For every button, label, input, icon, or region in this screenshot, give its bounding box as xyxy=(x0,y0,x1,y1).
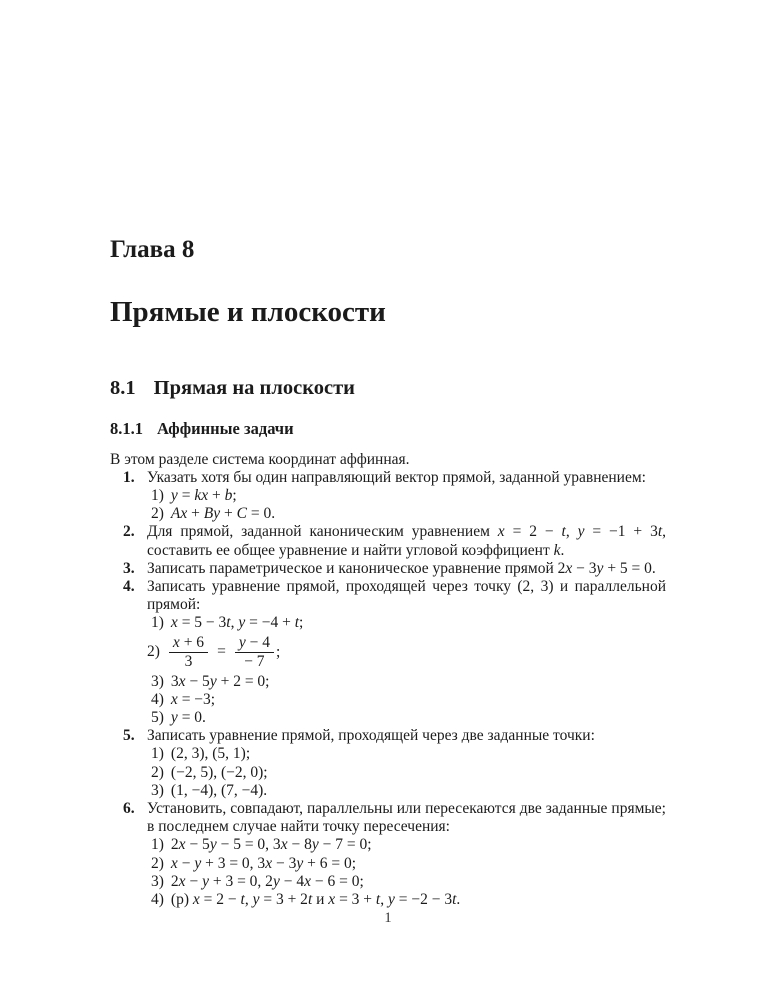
problem-text: Установить, совпадают, параллельны или пересекаются две заданные прямые; в последнем случае найти точку пересечения: xyxy=(147,800,666,836)
formula-tail: ; xyxy=(275,643,281,661)
problem-number: 5. xyxy=(123,727,135,745)
subitem-4-1 xyxy=(147,614,666,632)
subitem-formula: y = 0. xyxy=(170,709,206,727)
subitem-label: 3) xyxy=(151,781,164,799)
problem-number: 6. xyxy=(123,800,135,818)
fraction-left xyxy=(169,635,208,671)
problem-body xyxy=(147,800,666,909)
subitem-6-1 xyxy=(147,836,666,854)
page-content xyxy=(110,0,666,909)
problem-3 xyxy=(110,560,666,578)
subitem-formula: 3x − 5y + 2 = 0; xyxy=(170,672,270,690)
problem-number: 3. xyxy=(123,559,135,577)
equals-sign: = xyxy=(217,643,226,661)
subitem-label: 4) xyxy=(151,891,164,909)
subitem-label: 1) xyxy=(151,836,164,854)
problem-list xyxy=(110,469,666,909)
subitem-formula: (1, −4), (7, −4). xyxy=(170,781,268,799)
problem-6 xyxy=(110,800,666,909)
subsection-heading xyxy=(110,420,666,439)
fraction-denominator: 3 xyxy=(184,653,193,671)
subitem-formula: (−2, 5), (−2, 0); xyxy=(170,763,268,781)
subitem-label: 2) xyxy=(151,763,164,781)
subitem-formula: x = 5 − 3t, y = −4 + t; xyxy=(170,614,304,632)
subitem-label: 1) xyxy=(151,487,164,505)
subitem-label: 1) xyxy=(151,745,164,763)
subsection-title: Аффинные задачи xyxy=(157,418,294,438)
subitem-4-3 xyxy=(147,673,666,691)
subitem-5-1 xyxy=(147,745,666,763)
problem-body xyxy=(147,560,666,578)
subitem-label: 2) xyxy=(151,505,164,523)
problem-body xyxy=(147,469,666,524)
problem-body xyxy=(147,727,666,800)
subitem-1-2 xyxy=(147,505,666,523)
subitem-label: 2) xyxy=(151,854,164,872)
page-number: 1 xyxy=(384,910,392,926)
section-heading xyxy=(110,377,666,401)
subitem-1-1 xyxy=(147,487,666,505)
subsection-number: 8.1.1 xyxy=(110,418,143,438)
subitem-6-2 xyxy=(147,855,666,873)
problem-1 xyxy=(110,469,666,524)
subitem-label: 4) xyxy=(151,690,164,708)
subitem-label: 1) xyxy=(151,614,164,632)
subitem-formula: 2x − y + 3 = 0, 2y − 4x − 6 = 0; xyxy=(170,872,364,890)
subitem-5-2 xyxy=(147,764,666,782)
problem-body xyxy=(147,578,666,727)
subitem-4-2-fraction xyxy=(147,633,666,673)
fraction-denominator: − 7 xyxy=(244,653,265,671)
chapter-title: Прямые и плоскости xyxy=(110,295,386,328)
subitem-4-5 xyxy=(147,709,666,727)
subitem-formula: y = kx + b; xyxy=(170,487,237,505)
subitem-formula: x = −3; xyxy=(170,690,216,708)
subitem-formula: (2, 3), (5, 1); xyxy=(170,745,251,763)
problem-number: 2. xyxy=(123,523,135,541)
problem-body xyxy=(147,523,666,559)
problem-2 xyxy=(110,523,666,559)
subitem-label: 5) xyxy=(151,709,164,727)
subitem-formula: x − y + 3 = 0, 3x − 3y + 6 = 0; xyxy=(170,854,357,872)
problem-text: Указать хотя бы один направляющий вектор прямой, заданной уравнением: xyxy=(147,468,646,486)
problem-text: Для прямой, заданной каноническим уравнением x = 2 − t, y = −1 + 3t, составить ее общее уравнение и найти угловой коэффициент k. xyxy=(147,523,667,559)
fraction-right xyxy=(235,635,274,671)
subitem-6-4 xyxy=(147,891,666,909)
chapter-label: Глава 8 xyxy=(110,236,195,263)
problem-4 xyxy=(110,578,666,727)
problem-text: Записать уравнение прямой, проходящей через две заданные точки: xyxy=(147,727,595,745)
section-number: 8.1 xyxy=(110,377,136,400)
problem-5 xyxy=(110,727,666,800)
subitem-6-3 xyxy=(147,873,666,891)
subitem-formula: (р) x = 2 − t, y = 3 + 2t и x = 3 + t, y = −2 − 3t. xyxy=(170,891,461,909)
problem-number: 1. xyxy=(123,468,135,486)
problem-number: 4. xyxy=(123,578,135,596)
fraction-numerator: x + 6 xyxy=(169,635,208,654)
problem-text: Записать параметрическое и каноническое уравнение прямой 2x − 3y + 5 = 0. xyxy=(147,559,656,577)
problem-text: Записать уравнение прямой, проходящей через точку (2, 3) и параллельной прямой: xyxy=(147,578,666,614)
subitem-formula: Ax + By + C = 0. xyxy=(170,505,276,523)
subitem-5-3 xyxy=(147,782,666,800)
subitem-formula: 2x − 5y − 5 = 0, 3x − 8y − 7 = 0; xyxy=(170,836,372,854)
fraction-numerator: y − 4 xyxy=(235,635,274,654)
subitem-4-4 xyxy=(147,691,666,709)
subitem-label: 3) xyxy=(151,672,164,690)
subitem-label: 2) xyxy=(147,643,160,661)
section-title: Прямая на плоскости xyxy=(153,377,355,400)
intro-text: В этом разделе система координат аффинная. xyxy=(110,450,410,468)
subitem-label: 3) xyxy=(151,872,164,890)
